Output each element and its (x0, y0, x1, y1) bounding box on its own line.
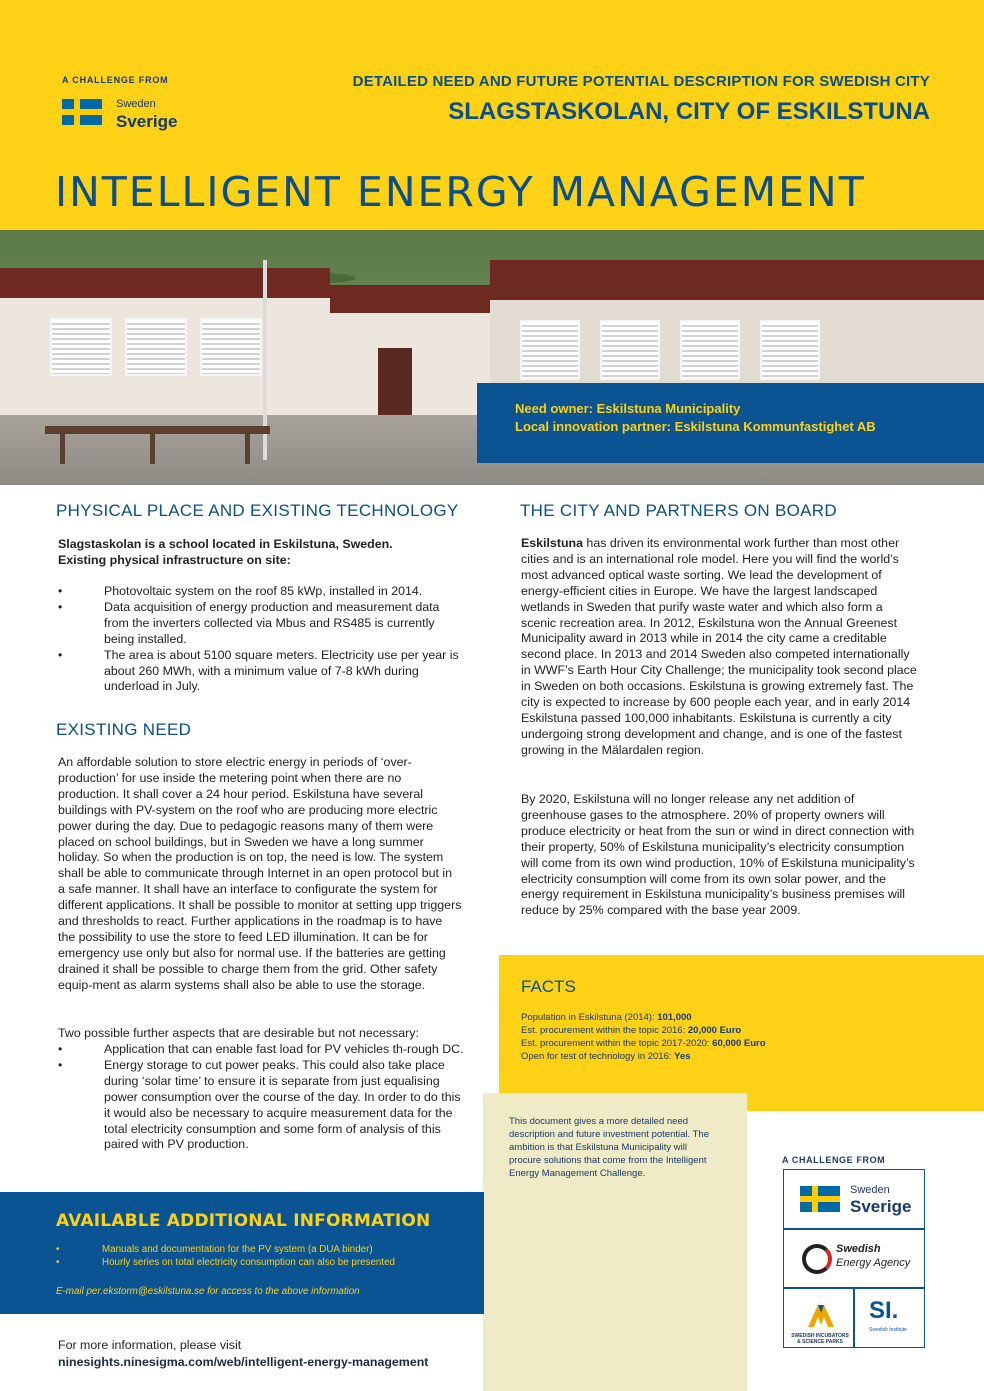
more-info-label: For more information, please visit (58, 1338, 242, 1352)
city-paragraph-1-text: has driven its environmental work further than most other cities and is an international role model. Here you will find the world’s most advanced optical waste sorting. We lead the development of energy-efficient cities in Europe. We have the largest landscaped wetlands in Sweden that purify waste water and which also form a scenic recreation area. In 2012, Eskilstuna won the Annual Greenest Municipality award in 2013 while in 2014 the city came a creditable second place. In 2013 and 2014 Sweden also competed internationally in WWF’s Earth Hour City Challenge; the municipality took second place in Sweden on both occasions. Eskilstuna is growing extremely fast. The city is expected to increase by 600 people each year, and in early 2014 Eskilstuna passed 100,000 inhabitants. Eskilstuna is currently a city undergoing strong development and change, and is one of the fastest growing in the Mälardalen region. (521, 536, 917, 757)
window (50, 318, 112, 376)
page-title: INTELLIGENT ENERGY MANAGEMENT (55, 168, 866, 216)
list-item: • Manuals and documentation for the PV system (a DUA binder) (56, 1244, 373, 1255)
list-item: • Hourly series on total electricity consumption can also be presented (56, 1257, 395, 1268)
roof-right (490, 260, 984, 300)
city-paragraph-2: By 2020, Eskilstuna will no longer release any net addition of greenhouse gases to the atmosphere. 20% of property owners will produce electricity or heat from the sun or wind in direct connection with their property, 50% of Eskilstuna municipality’s electricity consumption will come from its own wind production, 10% of Eskilstuna municipality’s electricity consumption will come from its own solar power, and the energy requirement in Eskilstuna municipality’s business premises will reduce by 25% compared with the base year 2009. (521, 792, 915, 918)
window (200, 318, 262, 376)
brand-sweden-label: Sweden (116, 98, 156, 110)
door (378, 348, 412, 418)
list-item: • Energy storage to cut power peaks. This could also take place during ‘solar time’ to ensure it is separate from just equalising power consumption over the course of the day. In order to do this it would also be necessary to acquire measurement data for the total electricity consumption and some form of analysis of this paired with PV production. (58, 1058, 470, 1153)
further-aspects-intro: Two possible further aspects that are desirable but not necessary: (58, 1026, 419, 1040)
note-text: This document gives a more detailed need description and future investment potential. The ambition is that Eskilstuna Municipality will procure solutions that come from the Intelligent Energy Management Challenge. (509, 1116, 709, 1179)
challenge-from-label: A CHALLENGE FROM (62, 75, 169, 85)
sweden-sverige-logo: Sweden Sverige (783, 1169, 925, 1229)
energy-agency-logo: Swedish Energy Agency (783, 1229, 925, 1288)
window (125, 318, 187, 376)
fact-item: Est. procurement within the topic 2016: 20,000 Euro (521, 1025, 742, 1036)
city-title: SLAGSTASKOLAN, CITY OF ESKILSTUNA (448, 98, 930, 125)
facts-heading: FACTS (521, 977, 576, 996)
energy-agency-icon (802, 1244, 832, 1274)
need-heading: EXISTING NEED (56, 720, 192, 739)
additional-info-box (0, 1192, 484, 1314)
contact-email[interactable]: E-mail per.ekstorm@eskilstuna.se for access to the above information (56, 1286, 360, 1297)
window (760, 320, 820, 380)
additional-info-heading: AVAILABLE ADDITIONAL INFORMATION (56, 1211, 431, 1231)
sisp-icon (806, 1299, 836, 1329)
picnic-bench (45, 426, 270, 434)
physical-heading: PHYSICAL PLACE AND EXISTING TECHNOLOGY (56, 501, 459, 520)
header-band (0, 0, 984, 230)
fact-item: Open for test of technology in 2016: Yes (521, 1051, 691, 1062)
fact-item: Est. procurement within the topic 2017-2020: 60,000 Euro (521, 1038, 766, 1049)
facts-box (499, 955, 984, 1111)
window (600, 320, 660, 380)
window (520, 320, 580, 380)
list-item: • Photovoltaic system on the roof 85 kWp, installed in 2014. (58, 584, 463, 600)
city-paragraph-1 (521, 536, 918, 759)
physical-bullet-list (58, 584, 463, 695)
city-name-bold: Eskilstuna (521, 536, 583, 550)
need-owner-box (477, 383, 984, 463)
further-aspects-list (58, 1042, 470, 1153)
note-box (483, 1093, 747, 1391)
list-item: • Application that can enable fast load for PV vehicles th-rough DC. (58, 1042, 470, 1058)
roof-left (0, 268, 330, 298)
swedish-flag-icon (800, 1186, 840, 1212)
sisp-logo: SWEDISH INCUBATORS & SCIENCE PARKS (783, 1288, 854, 1348)
more-info-link[interactable]: ninesights.ninesigma.com/web/intelligent-energy-management (58, 1355, 429, 1369)
innovation-partner-label: Local innovation partner: Eskilstuna Kommunfastighet AB (515, 419, 876, 434)
physical-intro-2: Existing physical infrastructure on site: (58, 553, 291, 567)
city-partners-heading: THE CITY AND PARTNERS ON BOARD (520, 501, 837, 520)
list-item: • Data acquisition of energy production and measurement data from the inverters collected via Mbus and RS485 is currently being installed. (58, 600, 463, 648)
swedish-institute-logo: SI. Swedish Institute (854, 1288, 925, 1348)
swedish-flag-icon (62, 99, 102, 125)
list-item: • The area is about 5100 square meters. Electricity use per year is about 260 MWh, with a minimum value of 7-8 kWh during underload in July. (58, 648, 463, 696)
physical-intro-1: Slagstaskolan is a school located in Eskilstuna, Sweden. (58, 537, 393, 551)
need-owner-label: Need owner: Eskilstuna Municipality (515, 401, 741, 416)
document-subtitle: DETAILED NEED AND FUTURE POTENTIAL DESCRIPTION FOR SWEDISH CITY (352, 73, 930, 90)
roof-center (330, 285, 490, 313)
need-paragraph: An affordable solution to store electric energy in periods of ‘over-production’ for use inside the metering point when there are no production. It shall cover a 24 hour period. Eskilstuna have several buildings with PV-system on the roof who are producing more electric power during the day. Due to pedagogic reasons many of them were placed on school buildings, but in Sweden we have a long summer holiday. So when the production is on top, the need is low. The system shall be able to communicate through Internet in an open protocol but in a safe manner. It shall have an interface to configurate the system for different applications. It shall be possible to monitor at setting upp triggers and thresholds to react. Further applications in the roadmap is to have the possibility to use the store to feed LED illumination. It can be for emergency use only but also for normal use. If the batteries are getting drained it shall be possible to charge them from the grid. Other safety equip-ment as alarm systems shall also be able to use the storage. (58, 755, 462, 992)
window (680, 320, 740, 380)
brand-sverige-label: Sverige (116, 112, 178, 131)
challenge-from-label-bottom: A CHALLENGE FROM (782, 1155, 886, 1165)
fact-item: Population in Eskilstuna (2014): 101,000 (521, 1012, 692, 1023)
